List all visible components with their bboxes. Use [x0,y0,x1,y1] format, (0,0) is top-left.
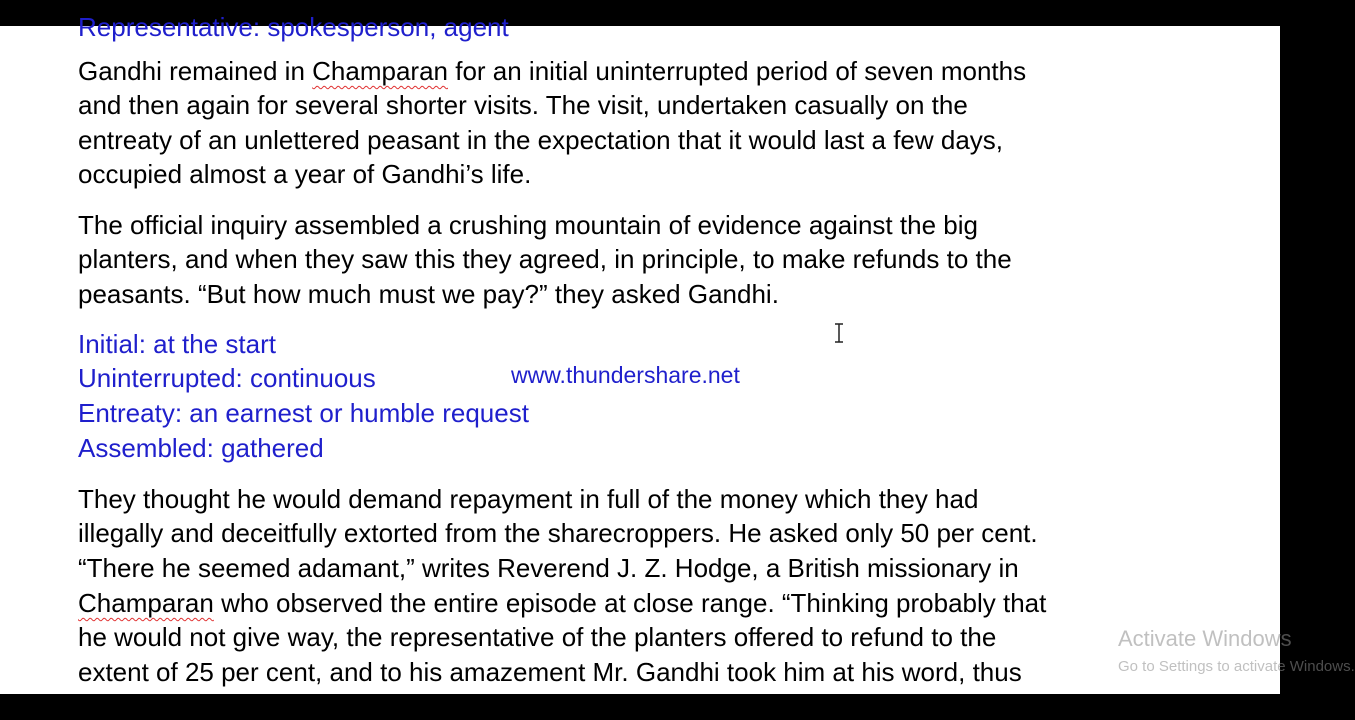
text-run: Gandhi remained in [78,56,313,86]
document-page[interactable] [0,12,1355,694]
activate-windows-title: Activate Windows [1118,626,1292,651]
watermark-url: www.thundershare.net [511,362,740,388]
text-run: illegally and deceitfully extorted from the sharecroppers. He asked only 50 per cent. [78,518,1038,548]
cut-off-vocabulary-line: Representative: spokesperson, agent [78,12,509,42]
paragraph-3-line-4 [78,586,1046,620]
misspelled-word: Champaran [312,56,448,86]
vocabulary-assembled: Assembled: gathered [78,433,324,463]
text-run: who observed the entire episode at close range. “Thinking probably that [213,588,1047,618]
text-run: and then again for several shorter visits. The visit, undertaken casually on the [78,90,968,120]
text-run: “There he seemed adamant,” writes Reverend J. Z. Hodge, a British missionary in [78,553,1019,583]
paragraph-3-line-2 [78,516,1038,550]
paragraph-2-line-1: The official inquiry assembled a crushing mountain of evidence against the big [78,210,978,240]
paragraph-3-line-3 [78,551,1019,585]
activate-windows-subtitle: Go to Settings to activate Windows. [1118,658,1355,675]
vocabulary-uninterrupted: Uninterrupted: continuous [78,363,376,393]
paragraph-1-line-2 [78,88,968,122]
text-cursor-icon [833,323,845,343]
paragraph-2-line-3: peasants. “But how much must we pay?” they asked Gandhi. [78,279,779,309]
text-run: extent of 25 per cent, and to his amazement Mr. Gandhi took him at his word, thus [78,657,1022,687]
paragraph-2-line-2: planters, and when they saw this they agreed, in principle, to make refunds to the [78,244,1012,274]
paragraph-1-line-4 [78,157,531,191]
misspelled-word: Champaran [78,588,214,618]
text-run: They thought he would demand repayment in full of the money which they had [78,484,979,514]
paragraph-1-line-3 [78,123,1003,157]
text-run: he would not give way, the representative of the planters offered to refund to the [78,622,997,652]
paragraph-1-line-1 [78,54,1026,88]
vocabulary-initial: Initial: at the start [78,329,276,359]
text-run: occupied almost a year of Gandhi’s life. [78,159,532,189]
paragraph-3-line-6 [78,655,1022,689]
vocabulary-entreaty: Entreaty: an earnest or humble request [78,398,529,428]
text-run: for an initial uninterrupted period of seven months [448,56,1027,86]
paragraph-3-line-5 [78,620,996,654]
text-run: entreaty of an unlettered peasant in the expectation that it would last a few days, [78,125,1004,155]
paragraph-3-line-1 [78,482,978,516]
